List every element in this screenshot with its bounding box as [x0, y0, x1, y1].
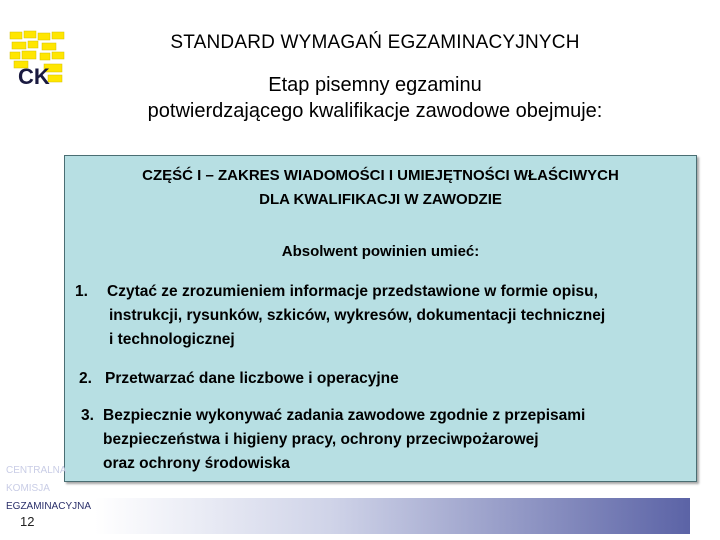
list-item-line: Przetwarzać dane liczbowe i operacyjne — [105, 370, 399, 387]
org-line-1: CENTRALNA — [6, 465, 67, 476]
list-item-number: 1. — [75, 283, 88, 300]
page-number: 12 — [20, 514, 35, 529]
list-item — [79, 367, 399, 391]
page-title: STANDARD WYMAGAŃ EGZAMINACYJNYCH — [170, 32, 580, 53]
org-line-3: EGZAMINACYJNA — [6, 501, 92, 512]
list-item — [81, 404, 585, 476]
content-box — [64, 155, 697, 482]
section-title-line-1: CZĘŚĆ I – ZAKRES WIADOMOŚCI I UMIEJĘTNOŚCI WŁAŚCIWYCH — [142, 167, 619, 184]
logo-text: CK — [18, 64, 50, 89]
subtitle-line-1: Etap pisemny egzaminu — [268, 74, 482, 96]
footer-right-margin — [690, 498, 720, 534]
list-item-number: 3. — [81, 407, 94, 424]
organization-name — [6, 462, 91, 516]
graduate-heading: Absolwent powinien umieć: — [281, 243, 480, 260]
section-title-line-2: DLA KWALIFIKACJI W ZAWODZIE — [259, 191, 502, 208]
footer-gradient-bar — [95, 498, 690, 534]
subtitle-line-2: potwierdzającego kwalifikacje zawodowe obejmuje: — [147, 100, 603, 122]
subtitle — [40, 72, 710, 124]
org-line-2: KOMISJA — [6, 483, 50, 494]
list-item-number: 2. — [79, 370, 92, 387]
section-title — [65, 164, 696, 212]
list-item-line: Czytać ze zrozumieniem informacje przedstawione w formie opisu, — [107, 283, 598, 300]
list-item-line: i technologicznej — [109, 331, 235, 348]
list-item-line: bezpieczeństwa i higieny pracy, ochrony przeciwpożarowej — [103, 431, 539, 448]
list-item-line: Bezpiecznie wykonywać zadania zawodowe zgodnie z przepisami — [103, 407, 586, 424]
list-item — [75, 280, 605, 352]
list-item-line: instrukcji, rysunków, szkiców, wykresów, dokumentacji technicznej — [109, 307, 606, 324]
list-item-line: oraz ochrony środowiska — [103, 455, 290, 472]
